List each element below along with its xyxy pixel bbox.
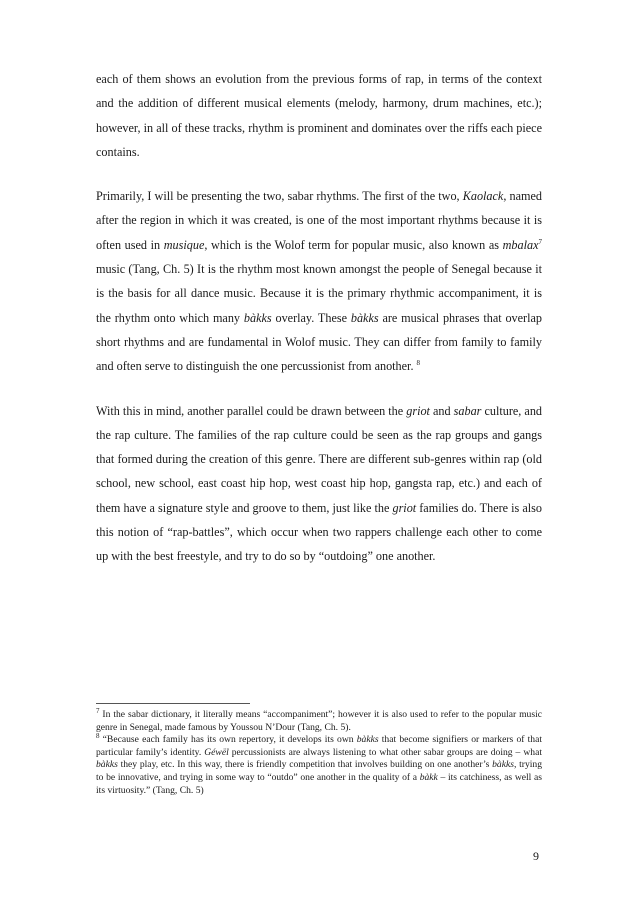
- italic-term: mbalax: [502, 237, 539, 252]
- body-text: [96, 67, 542, 589]
- italic-term: sabar: [453, 403, 482, 418]
- paragraph: [96, 67, 542, 164]
- text-run: they play, etc. In this way, there is friendly competition that involves building on one another’s: [117, 759, 493, 771]
- text-run: overlay. These: [271, 310, 351, 325]
- italic-term: bàkks: [492, 759, 514, 771]
- text-run: music (Tang, Ch. 5) It is the rhythm most known amongst the people of Senegal because it is the basis for all dance music. Because it is the primary rhythmic accompaniment, it is the rhythm onto which many: [96, 262, 542, 325]
- text-run: percussionists are always listening to what other sabar groups are doing – what: [228, 746, 542, 758]
- italic-term: bàkks: [243, 310, 272, 325]
- paragraph: [96, 399, 542, 569]
- footnotes: [96, 706, 542, 797]
- text-run: – its catchiness, as well as its virtuosity.” (Tang, Ch. 5): [96, 771, 542, 796]
- footnote: [96, 706, 542, 734]
- footnote-marker: 7: [538, 237, 542, 246]
- text-run: are musical phrases that overlap short rhythms and are fundamental in Wolof music. They can differ from family to family and often serve to distinguish the one percussionist from another.: [96, 310, 543, 374]
- footnote-marker: 7: [96, 706, 100, 715]
- paragraph: [96, 184, 542, 378]
- italic-term: bàkks: [96, 759, 118, 771]
- italic-term: bàkks: [356, 734, 379, 746]
- italic-term: Géwël: [204, 746, 229, 758]
- text-run: , which is the Wolof term for popular music, also known as: [204, 237, 503, 252]
- text-run: , named after the region in which it was created, is one of the most important rhythms because it is often used in: [96, 189, 542, 252]
- text-run: , trying to be innovative, and trying in some way to “outdo” one another in the quality of a: [96, 759, 542, 783]
- text-run: and: [429, 403, 454, 418]
- italic-term: Kaolack: [462, 189, 504, 204]
- italic-term: griot: [392, 500, 417, 515]
- text-run: each of them shows an evolution from the previous forms of rap, in terms of the context and the addition of different musical elements (melody, harmony, drum machines, etc.); however, in all of these tracks, rhythm is prominent and dominates over the riffs each piece contains.: [96, 72, 542, 159]
- page-number: 9: [533, 849, 539, 863]
- text-run: Primarily, I will be presenting the two, sabar rhythms. The first of the two,: [96, 189, 463, 204]
- text-run: “Because each family has its own repertory, it develops its own: [99, 734, 357, 746]
- italic-term: griot: [406, 403, 430, 418]
- text-run: In the sabar dictionary, it literally means “accompaniment”; however it is also used to refer to the popular music genre in Senegal, made famous by Youssou N’Dour (Tang, Ch. 5).: [96, 709, 542, 733]
- footnote-separator: [96, 703, 250, 704]
- footnote-marker: 8: [96, 732, 100, 740]
- text-run: families do. There is also this notion of “rap-battles”, which occur when two rappers challenge each other to come up with the best freestyle, and try to do so by “outdoing” one another.: [96, 500, 542, 564]
- italic-term: musique: [163, 237, 205, 252]
- footnote-marker: 8: [416, 359, 421, 368]
- text-run: that become signifiers or markers of that particular family’s identity.: [96, 734, 542, 758]
- text-run: culture, and the rap culture. The families of the rap culture could be seen as the rap groups and gangs that formed during the creation of this genre. There are different sub-genres within rap (old school, new school, east coast hip hop, west coast hip hop, gangsta rap, etc.) and each of them have a signature style and groove to them, just like the: [96, 403, 543, 515]
- italic-term: bàkk: [419, 771, 438, 783]
- italic-term: bàkks: [350, 310, 379, 325]
- text-run: With this in mind, another parallel could be drawn between the: [96, 403, 407, 418]
- footnote: [96, 734, 542, 797]
